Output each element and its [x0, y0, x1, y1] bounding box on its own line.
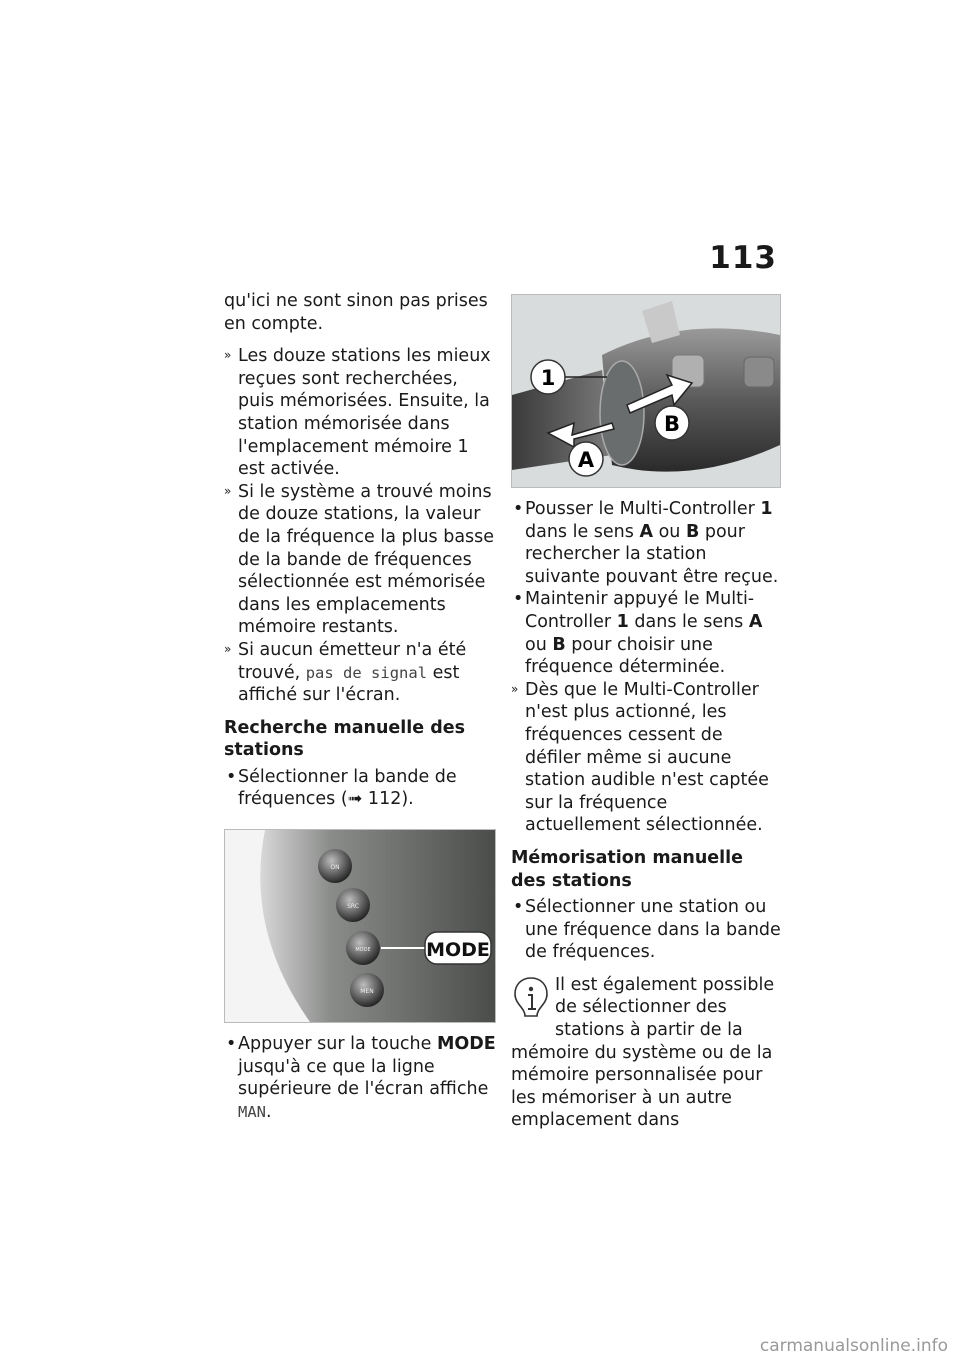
- info-note: [511, 974, 781, 1132]
- mode-button-figure: [224, 829, 496, 1023]
- mode-button-label: MODE: [355, 947, 371, 954]
- display-text-no-signal: pas de signal: [305, 663, 428, 682]
- section-heading-manual-search: Recherche manuelle des stations: [224, 717, 466, 761]
- result-list: [224, 345, 496, 707]
- step-list: [224, 1033, 496, 1123]
- step-list: [511, 896, 781, 964]
- on-button-label: ON: [330, 864, 340, 872]
- page-number: 113: [709, 240, 777, 276]
- callout-1-label: 1: [540, 366, 556, 390]
- mode-callout-label: MODE: [426, 939, 490, 962]
- watermark: carmanualsonline.info: [759, 1336, 948, 1356]
- step-item: • Sélectionner la bande de fréquences (➟ 112).: [224, 766, 496, 811]
- step-list: [511, 498, 781, 837]
- men-button-label: MEN: [360, 988, 374, 996]
- callout-a-label: A: [577, 448, 595, 472]
- result-item: » Dès que le Multi-Controller n'est plus actionné, les fréquences cessent de défiler même si aucune station audible n'est captée sur la fréquence actuellement sélectionnée.: [511, 679, 781, 837]
- multi-controller-figure: [511, 294, 781, 488]
- intro-text: qu'ici ne sont sinon pas prises en compte.: [224, 291, 488, 334]
- result-item: » Les douze stations les mieux reçues sont recherchées, puis mémorisées. Ensuite, la station mémorisée dans l'emplacement mémoire 1 est activée.: [224, 345, 496, 481]
- info-note-text: Il est également possible de sélectionner des stations à partir de la mémoire du système ou de la mémoire personnalisée pour les mémoriser à un autre emplacement dans: [511, 974, 775, 1131]
- callout-b-label: B: [663, 412, 681, 436]
- page-reference-link[interactable]: ➟ 112: [347, 789, 402, 810]
- step-item: • Sélectionner une station ou une fréquence dans la bande de fréquences.: [511, 896, 781, 964]
- src-button-label: SRC: [347, 903, 359, 911]
- left-column: [224, 290, 496, 1133]
- display-text-man: MAN: [238, 1102, 266, 1121]
- result-item: » Si le système a trouvé moins de douze stations, la valeur de la fréquence la plus basse de la bande de fréquences sélectionnée est mémorisée dans les emplacements mémoire restants.: [224, 481, 496, 639]
- section-heading-manual-storage: Mémorisation manuelle des stations: [511, 847, 744, 891]
- step-item: • Maintenir appuyé le Multi-Controller 1 dans le sens A ou B pour choisir une fréquence déterminée.: [511, 588, 781, 678]
- step-item: • Appuyer sur la touche MODE jusqu'à ce que la ligne supérieure de l'écran affiche MAN.: [224, 1033, 496, 1123]
- info-icon: [511, 976, 551, 1020]
- result-item: » Si aucun émetteur n'a été trouvé, pas de signal est affiché sur l'écran.: [224, 639, 496, 707]
- step-item: • Pousser le Multi-Controller 1 dans le sens A ou B pour rechercher la station suivante pouvant être reçue.: [511, 498, 781, 588]
- right-column: [511, 294, 781, 1132]
- step-list: [224, 766, 496, 811]
